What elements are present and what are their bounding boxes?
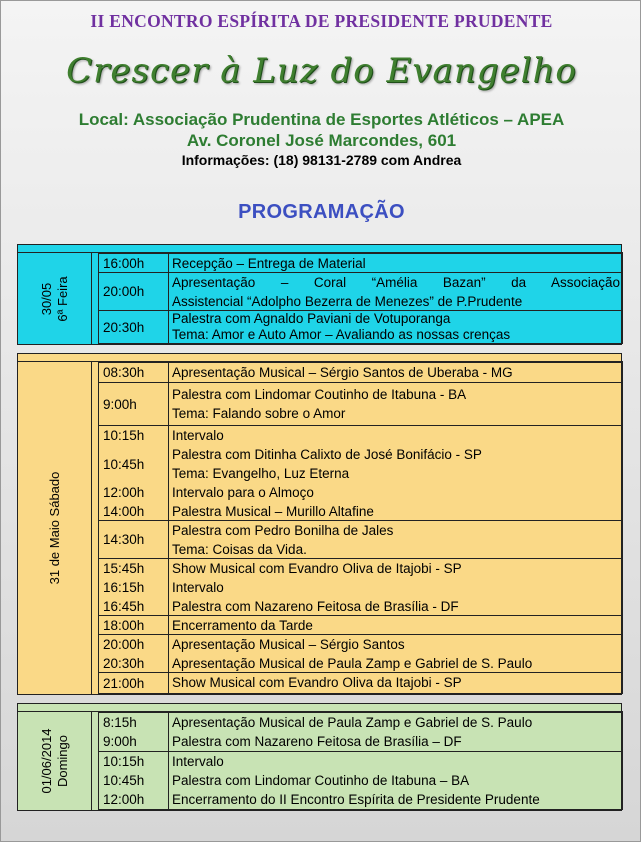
event-time: 20:30h: [99, 654, 169, 672]
events-table: [98, 362, 623, 694]
event-description: Intervalo para o Almoço: [172, 485, 314, 500]
day-label: 31 de Maio Sábado: [46, 471, 62, 585]
event-time: 9:00h: [99, 732, 169, 751]
event-time: 12:00h: [99, 483, 169, 502]
table-row: [99, 483, 622, 502]
table-row: [99, 578, 622, 597]
table-row: [99, 502, 622, 521]
events-table: [98, 712, 623, 810]
event-time: 16:15h: [99, 578, 169, 597]
table-row: [99, 426, 622, 445]
event-time: 20:00h: [99, 273, 169, 310]
event-description: Show Musical com Evandro Oliva de Itajobi - SP: [172, 561, 462, 576]
event-description: Apresentação Musical – Sérgio Santos: [172, 637, 405, 652]
table-row: [99, 752, 622, 771]
event-description: Palestra com Nazareno Feitosa de Brasília – DF: [172, 734, 462, 749]
event-time: 15:45h: [99, 559, 169, 578]
event-time: 10:15h: [99, 752, 169, 771]
events-table: [98, 253, 623, 344]
event-time: 20:00h: [99, 635, 169, 654]
table-row: [99, 790, 622, 809]
day-label: 01/06/2014 Domingo: [38, 728, 70, 794]
table-row: [99, 311, 622, 344]
event-time: 10:45h: [99, 771, 169, 790]
table-row: [99, 273, 622, 311]
table-row: [99, 635, 622, 654]
event-description: Show Musical com Evandro Oliva da Itajobi - SP: [172, 675, 462, 690]
event-time: 14:00h: [99, 502, 169, 520]
table-row: [99, 254, 622, 273]
event-description: Palestra com Ditinha Calixto de José Bonifácio - SP Tema: Evangelho, Luz Eterna: [172, 447, 482, 481]
event-time: 16:00h: [99, 254, 169, 272]
table-row: [99, 383, 622, 426]
table-row: [99, 673, 622, 693]
event-description: Palestra com Lindomar Coutinho de Itabuna – BA: [172, 773, 470, 788]
event-time: 08:30h: [99, 363, 169, 382]
event-description: Palestra com Nazareno Feitosa de Brasília - DF: [172, 599, 459, 614]
table-row: [99, 445, 622, 483]
event-time: 20:30h: [99, 311, 169, 344]
table-row: [99, 559, 622, 578]
day-label: 30/05 6ª Feira: [38, 275, 70, 322]
contact-info: Informações: (18) 98131-2789 com Andrea: [181, 152, 462, 168]
event-theme: Crescer à Luz do Evangelho: [66, 51, 577, 91]
venue-address: Av. Coronel José Marcondes, 601: [186, 131, 457, 150]
event-description: Intervalo: [172, 428, 224, 443]
event-description: Intervalo: [172, 580, 224, 595]
section-header-bar: [18, 354, 623, 362]
event-description: Apresentação – Coral “Amélia Bazan” da Associação Assistencial “Adolpho Bezerra de Menezes” de P.Prudente: [172, 275, 620, 309]
schedule-day-1: [17, 244, 622, 345]
table-row: [99, 616, 622, 635]
event-description: Palestra com Pedro Bonilha de Jales Tema: Coisas da Vida.: [172, 523, 394, 557]
table-row: [99, 654, 622, 673]
table-row: [99, 771, 622, 790]
event-description: Palestra Musical – Murillo Altafine: [172, 504, 374, 519]
table-row: [99, 713, 622, 732]
section-header-bar: [18, 704, 623, 712]
section-header-bar: [18, 245, 623, 253]
event-description: Encerramento da Tarde: [172, 618, 313, 633]
event-time: 10:15h: [99, 426, 169, 445]
event-description: Encerramento do II Encontro Espírita de Presidente Prudente: [172, 792, 540, 807]
event-time: 21:00h: [99, 673, 169, 693]
table-row: [99, 363, 622, 383]
event-time: 16:45h: [99, 597, 169, 615]
day-label-cell: [18, 253, 92, 344]
event-time: 18:00h: [99, 616, 169, 634]
venue-name: Local: Associação Prudentina de Esportes Atléticos – APEA: [78, 110, 565, 129]
event-description: Recepção – Entrega de Material: [172, 256, 366, 271]
schedule-day-3: [17, 703, 622, 811]
event-time: 12:00h: [99, 790, 169, 809]
event-description: Palestra com Lindomar Coutinho de Itabuna - BA Tema: Falando sobre o Amor: [172, 387, 467, 421]
event-description: Apresentação Musical – Sérgio Santos de Uberaba - MG: [172, 365, 513, 380]
table-row: [99, 521, 622, 559]
event-title: II ENCONTRO ESPÍRITA DE PRESIDENTE PRUDENTE: [90, 11, 553, 31]
event-description: Intervalo: [172, 754, 224, 769]
schedule-day-2: [17, 353, 622, 695]
day-label-cell: [18, 362, 92, 694]
event-description: Apresentação Musical de Paula Zamp e Gabriel de S. Paulo: [172, 656, 533, 671]
event-time: 14:30h: [99, 521, 169, 558]
table-row: [99, 597, 622, 616]
event-time: 8:15h: [99, 713, 169, 732]
event-time: 10:45h: [99, 445, 169, 483]
program-title: PROGRAMAÇÃO: [238, 201, 405, 223]
event-description: Palestra com Agnaldo Paviani de Votuporanga Tema: Amor e Auto Amor – Avaliando as nossas crenças: [172, 311, 511, 342]
table-row: [99, 732, 622, 752]
day-label-cell: [18, 712, 92, 810]
event-description: Apresentação Musical de Paula Zamp e Gabriel de S. Paulo: [172, 715, 533, 730]
event-time: 9:00h: [99, 383, 169, 425]
